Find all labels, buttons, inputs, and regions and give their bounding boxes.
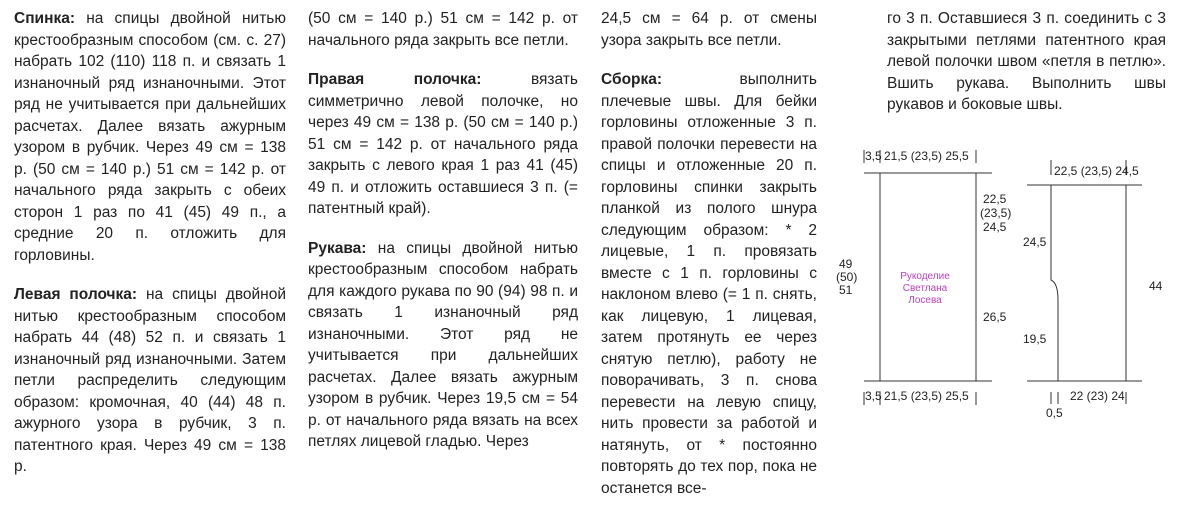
back-left-label-a: 49 (839, 257, 853, 271)
pattern-diagram-svg (830, 130, 1200, 430)
paragraph-back (14, 8, 286, 266)
back-bottom-width-label: 21,5 (23,5) 25,5 (884, 389, 969, 403)
pattern-diagram (830, 130, 1200, 430)
text-column-4 (887, 8, 1166, 134)
back-top-left-label: 3,5 (865, 149, 882, 163)
back-right-label-c: 24,5 (983, 220, 1007, 234)
sleeve-left-upper-label: 24,5 (1023, 235, 1047, 249)
sleeve-bottom-label: 22 (23) 24 (1070, 389, 1125, 403)
text-column-1 (14, 8, 286, 496)
heading-right-front: Правая полочка: (308, 71, 482, 88)
back-left-label-c: 51 (839, 283, 853, 297)
back-right-label-a: 22,5 (983, 192, 1007, 206)
sleeve-schematic (1027, 160, 1142, 404)
text-column-2 (308, 8, 578, 471)
text-right-front: вязать симметрично левой полочке, но через 49 см = 138 р. (50 см = 140 р.) 51 см = 142 р. от начального ряда закрыть с левого края 1 раз 41 (45) 49 п. и отложить оставшиеся 3 п. (= патентный край). (308, 71, 578, 217)
heading-left-front: Левая полочка: (14, 286, 138, 303)
paragraph-continued-2: 24,5 см = 64 р. от смены узора закрыть все петли. (601, 10, 817, 49)
watermark-line-2: Светлана (902, 283, 948, 294)
sleeve-bottom-small-label: 0,5 (1046, 406, 1063, 420)
paragraph-continued-3: го 3 п. Оставшиеся 3 п. соединить с 3 закрытыми петлями патентного края левой полочки швом «петля в петлю». Вшить рукава. Выполнить швы рукавов и боковые швы. (887, 10, 1166, 113)
back-right-label-b: (23,5) (980, 206, 1012, 220)
paragraph-assembly (601, 69, 817, 499)
watermark-line-3: Лосева (908, 295, 942, 306)
text-back: на спицы двойной нитью крестообразным способом (см. с. 27) набрать 102 (110) 118 п. и связать 1 изнаночный ряд изнаночными. Этот ряд не учитывается при дальнейших расчетах. Далее вязать ажурным узором в рубчик. Через 49 см = 138 р. (50 см = 140 р.) 51 см = 142 р. от начального ряда закрыть с обеих сторон 1 раз по 41 (45) 49 п., а средние 20 п. отложить для горловины. (14, 10, 286, 264)
paragraph-left-front (14, 284, 286, 478)
text-sleeves: на спицы двойной нитью крестообразным способом набрать для каждого рукава по 90 (94) 98 п. и связать 1 изнаночный ряд изнаночными. Этот ряд не учитывается при дальнейших расчетах. Далее вязать ажурным узором в рубчик. Через 19,5 см = 54 р. от начального ряда вязать на всех петлях лицевой гладью. Через (308, 239, 578, 450)
back-top-width-label: 21,5 (23,5) 25,5 (884, 149, 969, 163)
text-left-front: на спицы двойной нитью крестообразным способом набрать 44 (48) 52 п. и связать 1 изнаночный ряд изнаночными. Затем петли распределить следующим образом: кромочная, 40 (44) 48 п. ажурного узора в рубчик, 3 п. патентного края. Через 49 см = 138 р. (14, 286, 287, 475)
heading-assembly: Сборка: (601, 71, 663, 88)
back-right-lower-label: 26,5 (983, 310, 1007, 324)
text-column-3 (601, 8, 817, 517)
sleeve-top-label: 22,5 (23,5) 24,5 (1054, 164, 1139, 178)
heading-back: Спинка: (14, 10, 75, 27)
paragraph-right-front (308, 69, 578, 220)
paragraph-continued: (50 см = 140 р.) 51 см = 142 р. от начального ряда закрыть все петли. (308, 10, 578, 49)
heading-sleeves: Рукава: (308, 239, 367, 257)
watermark-line-1: Рукоделие (900, 271, 950, 282)
paragraph-sleeves (308, 238, 578, 453)
back-bottom-left-label: 3,5 (865, 389, 882, 403)
text-assembly: выполнить плечевые швы. Для бейки горловины отложенные 3 п. правой полочки перевести на спицы и отложенные 20 п. горловины спинки закрыть планкой из полого шнура следующим образом: * 2 лицевые, 1 п. провязать вместе с 1 п. горловины с наклоном влево (= 1 п. снять, как лицевую, 1 лицевая, затем протянуть ее через снятую петлю), работу не поворачивать, 3 п. снова перевести на левую спицу, нить провести за работой и натянуть, от * постоянно повторять до тех пор, пока не останется все- (601, 71, 817, 497)
back-left-label-b: (50) (836, 270, 858, 284)
sleeve-right-label: 44 (1149, 279, 1163, 293)
sleeve-left-lower-label: 19,5 (1023, 332, 1047, 346)
